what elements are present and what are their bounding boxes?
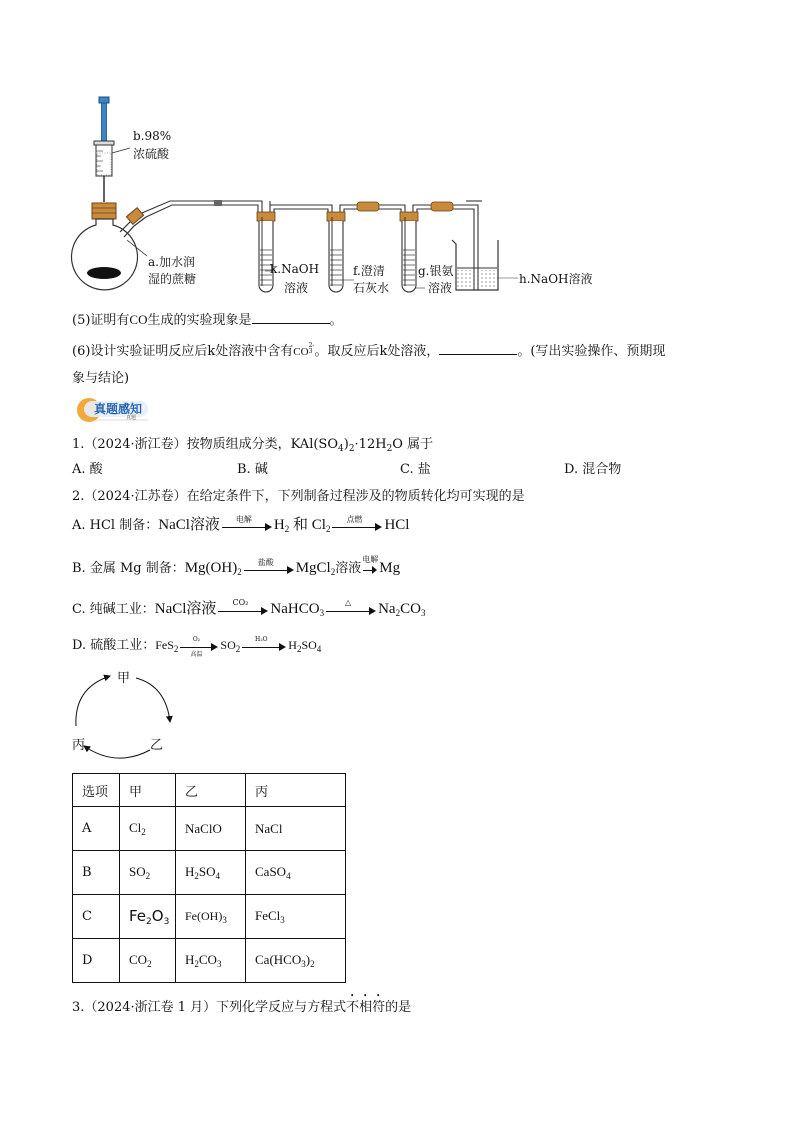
label-a-2: 湿的蔗糖	[148, 272, 197, 286]
label-g-2: 溶液	[428, 281, 453, 295]
table-cell: $Fe(OH)_3$	[176, 895, 246, 939]
label-b-2: 浓硫酸	[133, 147, 170, 161]
question-6-line2: 象与结论)	[72, 371, 130, 386]
answer-blank-5[interactable]	[252, 311, 330, 324]
table-cell: $Fe_2O_3$	[120, 895, 176, 939]
cycle-label-top: 甲	[117, 671, 131, 686]
badge-title: 真题感知	[94, 402, 143, 416]
label-b-1: b.98%	[133, 129, 172, 143]
emphasis-text: 不相符	[346, 1000, 386, 1015]
section-badge	[76, 397, 158, 423]
question-3-stem: 3.（2024·浙江卷 1 月）下列化学反应与方程式不相符的是	[72, 1000, 412, 1015]
apparatus-diagram	[0, 0, 800, 300]
table-cell: $Ca(HCO_3)_2$	[246, 939, 346, 983]
cycle-arrow-left	[76, 676, 110, 726]
q2-option-a[interactable]: A. HCl 制备：NaCl溶液 电解 $H_2$ 和 $Cl_2$ 点燃 HCl	[72, 514, 410, 534]
table-row	[73, 851, 346, 895]
header-cell: 选项	[73, 774, 120, 807]
header-cell: 丙	[246, 774, 346, 807]
cycle-label-right: 乙	[150, 738, 164, 753]
header-cell: 乙	[176, 774, 246, 807]
label-g-1: g.银氨	[418, 264, 454, 278]
options-table	[72, 773, 346, 983]
label-k-2: 溶液	[284, 281, 309, 295]
question-5: (5)证明有CO生成的实验现象是 。	[72, 312, 343, 328]
table-cell: $SO_2$	[120, 851, 176, 895]
table-cell: A	[73, 807, 120, 851]
table-header-row	[73, 774, 346, 807]
rubber-connector	[431, 202, 453, 211]
table-cell: C	[73, 895, 120, 939]
reaction-arrow: 电解	[222, 519, 272, 533]
table-cell: D	[73, 939, 120, 983]
table-row	[73, 939, 346, 983]
question-1-stem: 1.（2024·浙江卷）按物质组成分类，$KAl(SO_4)_2\cdot 12H_2O$ 属于	[72, 437, 434, 454]
q2-option-c[interactable]: C. 纯碱工业：NaCl溶液 CO₂ NaHCO$_3$ △ $Na_2CO_3$	[72, 597, 426, 618]
table-cell: B	[73, 851, 120, 895]
reaction-arrow: △	[326, 603, 376, 617]
table-row	[73, 807, 346, 851]
q1-option-b[interactable]: B. 碱	[237, 462, 268, 477]
table-cell: NaCl	[246, 807, 346, 851]
label-a-1: a.加水润	[148, 255, 195, 269]
q2-option-b[interactable]: B. 金属 Mg 制备：$Mg(OH)_2$ 盐酸 MgCl$_2$溶液 电解 Mg	[72, 554, 401, 577]
table-cell: $H_2CO_3$	[176, 939, 246, 983]
question-6: (6)设计实验证明反应后k处溶液中含有CO 2- 3 。取反应后k处溶液， 。(写出实验操作、预期现	[72, 342, 666, 359]
label-f-2: 石灰水	[353, 281, 390, 295]
carbonate-ion: CO	[293, 346, 309, 358]
test-tube-g	[400, 212, 418, 292]
reaction-arrow: H₂O	[242, 639, 286, 653]
reaction-arrow: CO₂	[218, 603, 268, 617]
label-k-1: k.NaOH	[270, 262, 320, 276]
table-row	[73, 895, 346, 939]
beaker-h	[452, 240, 498, 290]
table-cell: $H_2SO_4$	[176, 851, 246, 895]
reaction-arrow: 电解	[363, 562, 377, 576]
label-f-1: f.澄清	[353, 264, 385, 278]
test-tube-k	[257, 212, 275, 292]
rubber-connector	[357, 202, 379, 211]
q1-option-c[interactable]: C. 盐	[400, 462, 431, 477]
table-cell: $CO_2$	[120, 939, 176, 983]
reaction-arrow: O₂ 高温	[180, 639, 218, 653]
question-2-stem: 2.（2024·江苏卷）在给定条件下，下列制备过程涉及的物质转化均可实现的是	[72, 489, 525, 504]
header-cell: 甲	[120, 774, 176, 807]
cycle-label-left: 丙	[72, 738, 86, 753]
label-h: h.NaOH溶液	[519, 272, 593, 286]
table-cell: $Cl_2$	[120, 807, 176, 851]
q2-option-d[interactable]: D. 硫酸工业：FeS$_2$ O₂ 高温 $SO_2$ H₂O $H_2SO_4$	[72, 635, 322, 658]
badge-subtitle: 真题	[126, 415, 137, 421]
q5-formula: CO	[129, 312, 148, 327]
reaction-arrow: 盐酸	[244, 562, 294, 576]
table-cell: CaSO$_4$	[246, 851, 346, 895]
q1-option-a[interactable]: A. 酸	[72, 462, 103, 477]
cycle-arrow-top-right	[136, 678, 170, 722]
table-cell: NaClO	[176, 807, 246, 851]
answer-blank-6[interactable]	[439, 342, 517, 355]
cycle-arrow-bottom	[84, 746, 150, 758]
syringe	[94, 97, 114, 202]
reaction-arrow: 点燃	[332, 519, 382, 533]
q1-option-d[interactable]: D. 混合物	[564, 462, 622, 477]
table-cell: FeCl$_3$	[246, 895, 346, 939]
